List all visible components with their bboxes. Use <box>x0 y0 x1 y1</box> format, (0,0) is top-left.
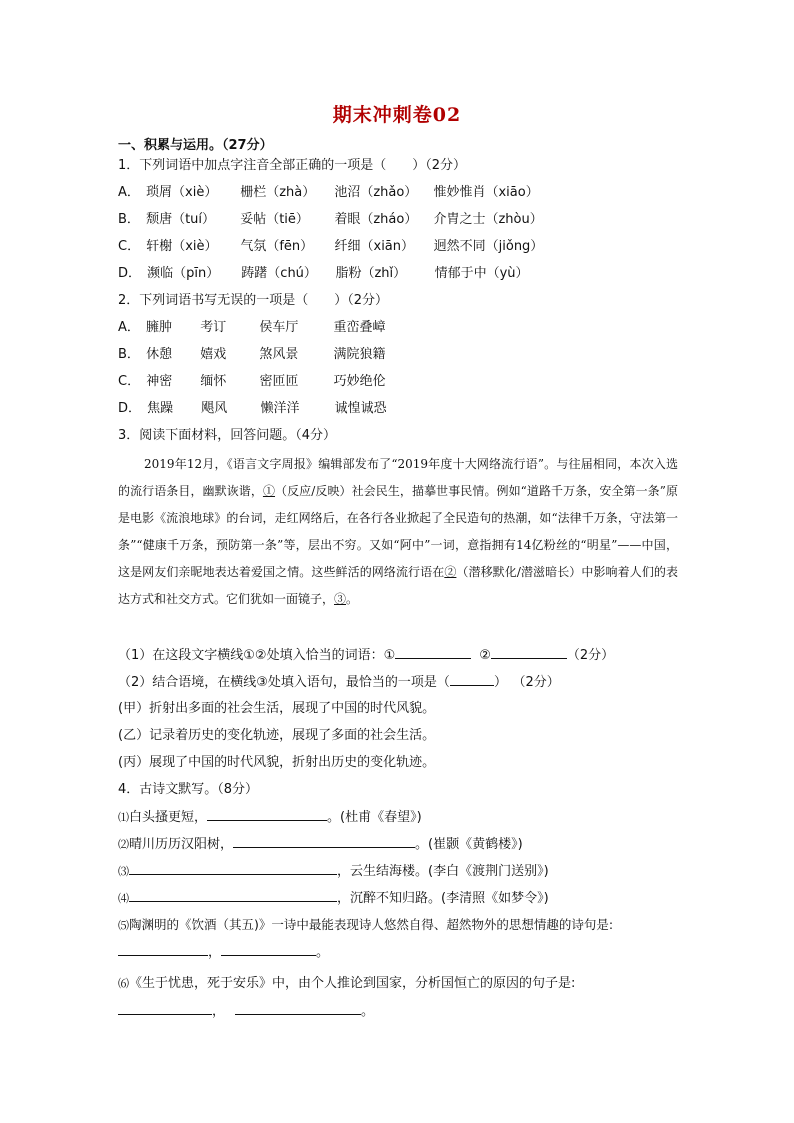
poem-blank[interactable] <box>207 808 327 821</box>
item-number: ⑷ <box>118 892 129 905</box>
option-word: 濒临（pīn） <box>147 266 220 281</box>
option-word: 煞风景 <box>259 347 299 362</box>
option-label: A． <box>118 185 140 200</box>
poem-blank[interactable] <box>235 1002 361 1015</box>
question-2-stem: 2．下列词语书写无误的一项是（ ）（2分） <box>118 293 389 308</box>
q1-option-c <box>118 238 543 256</box>
item-number: ⑶ <box>118 865 129 878</box>
passage-text: 2019年12月，《语言文字周报》编辑部发布了“2019年度十大网络流行语”。与往届相同，本次入选的流行语条目，幽默诙谐， <box>118 457 678 498</box>
q4-item-5-answer <box>118 943 329 962</box>
option-word: 踌躇（chú） <box>241 266 317 281</box>
q2-option-b <box>118 346 386 364</box>
option-word: 纤细（xiān） <box>334 239 415 254</box>
option-word: 栅栏（zhà） <box>240 185 316 200</box>
option-word: 懒洋洋 <box>260 401 300 416</box>
item-number: ⑹ <box>118 977 129 990</box>
option-word: 焦躁 <box>147 401 174 416</box>
q3-choice-jia: (甲）折射出多面的社会生活，展现了中国的时代风貌。 <box>118 701 436 716</box>
q3-sub-1 <box>118 646 614 665</box>
poem-line: 白头搔更短， <box>129 810 208 825</box>
q4-item-5 <box>118 916 613 935</box>
option-word: 琐屑（xiè） <box>146 185 218 200</box>
passage-text: （反应/反映）社会民生，描摹世事民情。例如“道路千万条，安全第一条”原是电影《流浪地球》的台词，走红网络后，在各行各业掀起了全民造句的热潮，如“法律千万条，守法第一条”“健康千万条，预防第一条”等，层出不穷。又如“阿中”一词，意指拥有14亿粉丝的“明星”——中国，这是网友们亲昵地表达着爱国之情。这些鲜活的网络流行语在 <box>118 484 678 579</box>
item-text: 陶渊明的《饮酒（其五)》一诗中最能表现诗人悠然自得、超然物外的思想情趣的诗句是: <box>129 917 614 932</box>
poem-source: ，沉醉不知归路。(李清照《如梦令》) <box>337 891 549 906</box>
q3-choice-bing: (丙）展现了中国的时代风貌，折射出历史的变化轨迹。 <box>118 755 436 770</box>
q4-item-4 <box>118 889 549 908</box>
option-word: 飓风 <box>201 401 228 416</box>
separator: ， <box>212 1004 226 1019</box>
section-heading: 一、积累与运用。（27分） <box>118 138 273 153</box>
poem-blank[interactable] <box>118 1002 212 1015</box>
option-word: 介胄之士（zhòu） <box>433 212 543 227</box>
option-word: 嬉戏 <box>200 347 227 362</box>
answer-blank-1[interactable] <box>395 646 471 659</box>
question-4-stem: 4．古诗文默写。（8分） <box>118 782 259 797</box>
page-title: 期末冲刺卷02 <box>332 104 462 126</box>
option-word: 神密 <box>146 374 173 389</box>
q4-item-6-answer <box>118 1002 374 1021</box>
option-label: C． <box>118 374 141 389</box>
option-word: 迥然不同（jiǒng） <box>433 239 544 254</box>
sub-question-text: （2）结合语境，在横线③处填入语句，最恰当的一项是（ <box>118 675 450 690</box>
poem-source: 。(崔颢《黄鹤楼》) <box>415 837 523 852</box>
q4-item-3 <box>118 862 549 881</box>
option-word: 惟妙惟肖（xiāo） <box>433 185 539 200</box>
q3-sub-2 <box>118 673 560 692</box>
option-word: 侯车厅 <box>259 320 299 335</box>
blank-marker: ② <box>479 648 491 663</box>
blank-marker: ① <box>383 648 396 663</box>
option-word: 缅怀 <box>200 374 227 389</box>
q2-option-a <box>118 319 385 337</box>
poem-blank[interactable] <box>221 943 316 956</box>
sub-question-text: （1）在这段文字横线①②处填入恰当的词语： <box>118 648 384 663</box>
option-label: D． <box>118 401 142 416</box>
option-word: 轩榭（xiè） <box>146 239 218 254</box>
reading-passage <box>118 451 678 613</box>
poem-source: 。(杜甫《春望》) <box>327 810 422 825</box>
passage-marker: ① <box>262 484 276 498</box>
item-number: ⑸ <box>118 919 129 932</box>
option-label: C． <box>118 239 141 254</box>
poem-blank[interactable] <box>233 835 415 848</box>
q4-item-1 <box>118 808 422 827</box>
option-word: 休憩 <box>146 347 173 362</box>
option-word: 臃肿 <box>146 320 173 335</box>
q1-option-d <box>118 265 529 283</box>
question-1-stem: 1．下列词语中加点字注音全部正确的一项是（ ）（2分） <box>118 158 467 173</box>
score-label: （2分） <box>566 648 615 663</box>
period: 。 <box>316 945 330 960</box>
option-label: B． <box>118 212 140 227</box>
option-word: 池沼（zhǎo） <box>334 185 418 200</box>
option-label: B． <box>118 347 140 362</box>
poem-line: 晴川历历汉阳树， <box>129 837 234 852</box>
option-word: 重峦叠嶂 <box>333 320 386 335</box>
item-number: ⑴ <box>118 811 129 824</box>
poem-blank[interactable] <box>118 943 208 956</box>
option-label: A． <box>118 320 140 335</box>
period: 。 <box>361 1004 375 1019</box>
passage-marker: ③ <box>334 592 347 606</box>
q1-option-b <box>118 211 543 229</box>
passage-text: 。 <box>346 592 359 606</box>
option-word: 密匝匝 <box>259 374 299 389</box>
option-label: D． <box>118 266 142 281</box>
q1-option-a <box>118 184 539 202</box>
answer-blank-3[interactable] <box>450 673 494 686</box>
option-word: 着眼（zháo） <box>334 212 418 227</box>
poem-source: ，云生结海楼。(李白《渡荆门送别》) <box>337 864 549 879</box>
poem-blank[interactable] <box>129 862 337 875</box>
option-word: 颓唐（tuí） <box>146 212 216 227</box>
q2-option-d <box>118 400 387 418</box>
option-word: 情郁于中（yù） <box>434 266 529 281</box>
score-label: （2分） <box>518 675 560 690</box>
q2-option-c <box>118 373 386 391</box>
option-word: 考订 <box>200 320 227 335</box>
option-word: 气氛（fēn） <box>240 239 314 254</box>
item-text: 《生于忧患，死于安乐》中，由个人推论到国家，分析国恒亡的原因的句子是: <box>129 976 576 991</box>
q4-item-6 <box>118 975 575 993</box>
passage-text: （潜移默化/潜滋暗长）中影响着人们的表达方式和社交方式。它们犹如一面镜子， <box>118 565 678 606</box>
q3-choice-yi: (乙）记录着历史的变化轨迹，展现了多面的社会生活。 <box>118 728 436 743</box>
option-word: 巧妙绝伦 <box>333 374 386 389</box>
item-number: ⑵ <box>118 838 129 851</box>
passage-marker: ② <box>444 565 457 579</box>
option-word: 满院狼籍 <box>333 347 386 362</box>
separator: ， <box>208 945 222 960</box>
poem-blank[interactable] <box>129 889 337 902</box>
answer-blank-2[interactable] <box>491 646 567 659</box>
option-word: 妥帖（tiē） <box>240 212 309 227</box>
question-3-stem: 3．阅读下面材料，回答问题。（4分） <box>118 428 337 443</box>
option-word: 诚惶诚恐 <box>334 401 387 416</box>
q4-item-2 <box>118 835 523 854</box>
paren-close: ） <box>493 675 507 690</box>
option-word: 脂粉（zhǐ） <box>335 266 407 281</box>
